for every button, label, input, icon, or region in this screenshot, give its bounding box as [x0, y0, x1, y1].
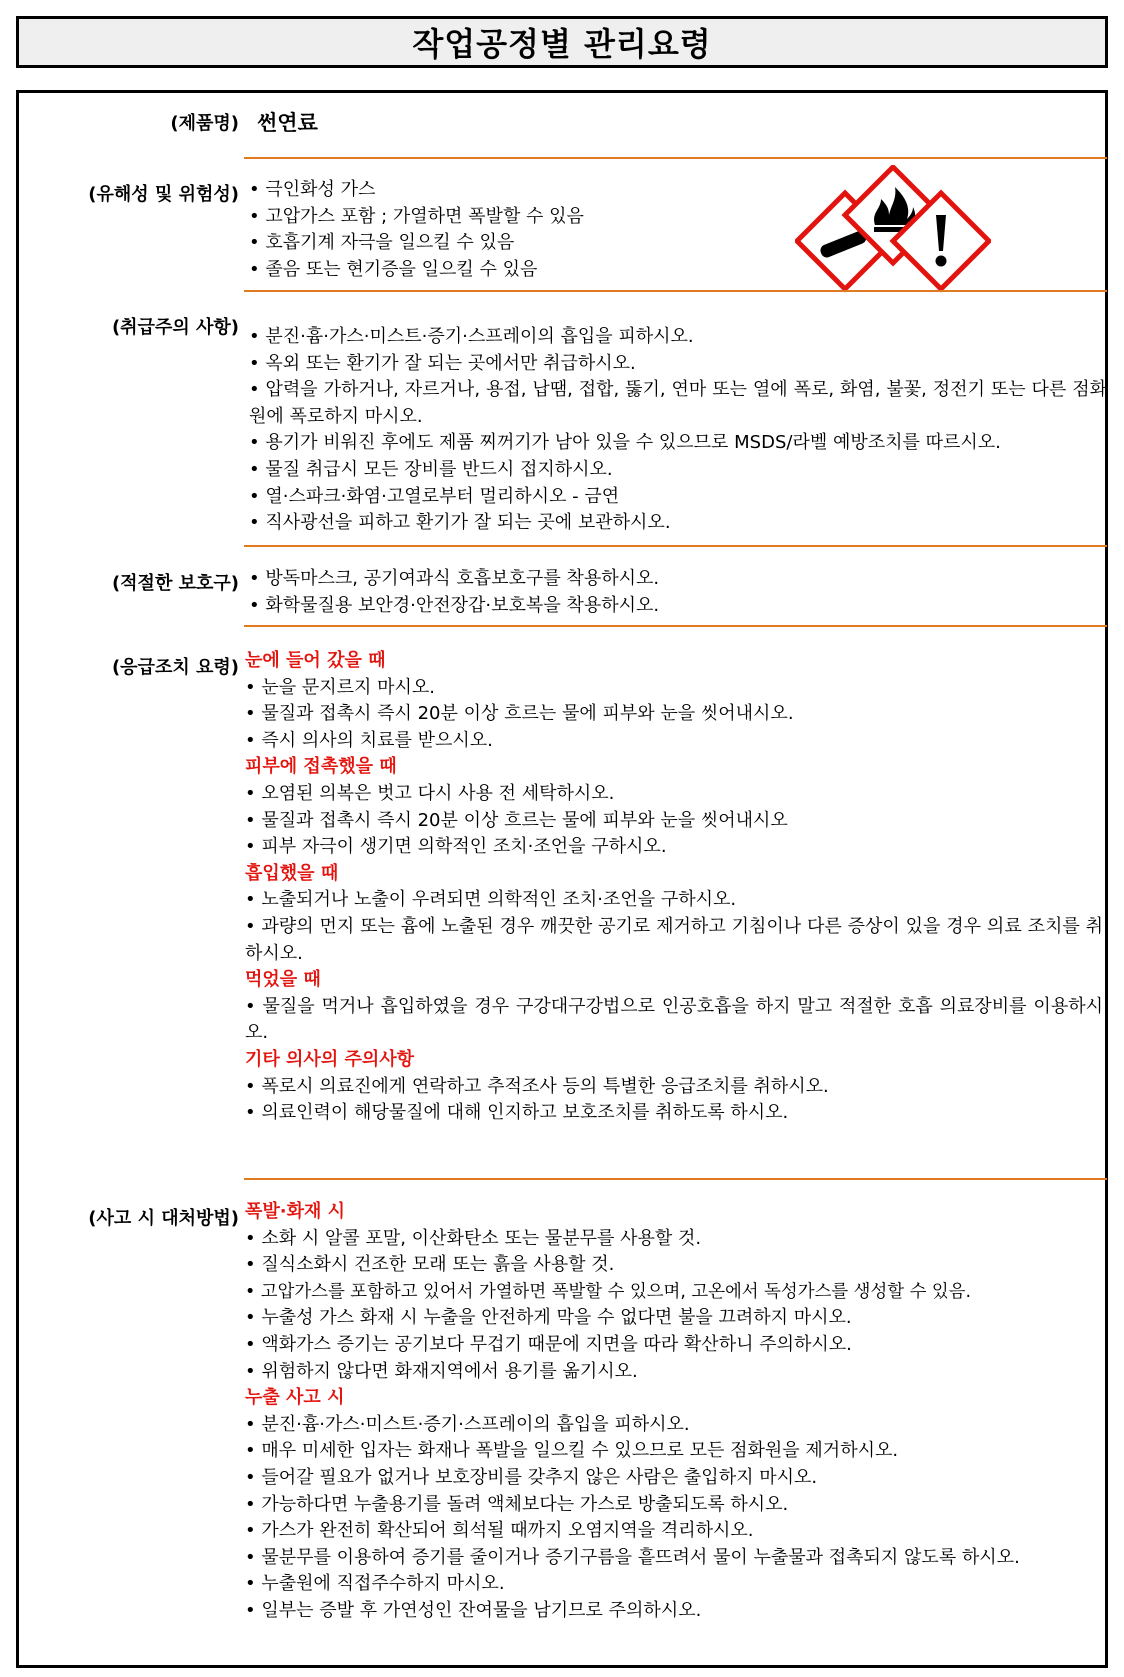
list-item: • 의료인력이 해당물질에 대해 인지하고 보호조치를 취하도록 하시오. — [245, 1102, 789, 1124]
subsection-heading: 흡입했을 때 — [245, 862, 339, 884]
subsection-heading: 눈에 들어 갔을 때 — [245, 650, 386, 671]
list-item: • 오염된 의복은 벗고 다시 사용 전 세탁하시오. — [245, 782, 615, 804]
product-label: (제품명) — [170, 113, 239, 134]
subsection-heading: 피부에 접촉했을 때 — [245, 756, 397, 778]
precautions-label: (취급주의 사항) — [111, 317, 239, 338]
list-item: • 호흡기계 자극을 일으킬 수 있음 — [249, 232, 515, 254]
list-item: • 누출성 가스 화재 시 누출을 안전하게 막을 수 없다면 불을 끄려하지 마시오. — [245, 1307, 852, 1329]
page-title: 작업공정별 관리요령 — [16, 16, 1108, 68]
list-item: • 매우 미세한 입자는 화재나 폭발을 일으킬 수 있으므로 모든 점화원을 제거하시오. — [245, 1440, 899, 1462]
separator — [244, 290, 1107, 292]
product-name: 썬연료 — [257, 111, 318, 135]
msds-panel — [16, 90, 1108, 1668]
list-item: • 질식소화시 건조한 모래 또는 흙을 사용할 것. — [245, 1254, 615, 1276]
list-item: • 물질과 접촉시 즉시 20분 이상 흐르는 물에 피부와 눈을 씻어내시오 — [245, 809, 788, 831]
precautions-list — [249, 324, 1107, 537]
list-item: • 가스가 완전히 확산되어 희석될 때까지 오염지역을 격리하시오. — [245, 1520, 754, 1542]
list-item: • 직사광선을 피하고 환기가 잘 되는 곳에 보관하시오. — [249, 512, 671, 534]
list-item: • 극인화성 가스 — [249, 179, 376, 200]
list-item: • 용기가 비워진 후에도 제품 찌꺼기가 남아 있을 수 있으므로 MSDS/라벨 예방조치를 따르시오. — [249, 432, 1001, 454]
separator — [244, 545, 1107, 547]
list-item: • 방독마스크, 공기여과식 호흡보호구를 착용하시오. — [249, 568, 660, 589]
list-item: • 물질과 접촉시 즉시 20분 이상 흐르는 물에 피부와 눈을 씻어내시오. — [245, 703, 794, 725]
list-item: • 고압가스를 포함하고 있어서 가열하면 폭발할 수 있으며, 고온에서 독성가스를 생성할 수 있음. — [245, 1281, 972, 1302]
list-item: • 즉시 의사의 치료를 받으시오. — [245, 729, 493, 751]
protection-list — [249, 566, 1107, 619]
list-item: • 옥외 또는 환기가 잘 되는 곳에서만 취급하시오. — [249, 352, 636, 374]
list-item: • 가능하다면 누출용기를 돌려 액체보다는 가스로 방출되도록 하시오. — [245, 1493, 789, 1515]
subsection-heading: 폭발·화재 시 — [245, 1201, 346, 1222]
subsection-heading: 먹었을 때 — [245, 969, 321, 991]
list-item: • 소화 시 알콜 포말, 이산화탄소 또는 물분무를 사용할 것. — [245, 1227, 702, 1249]
list-item: • 과량의 먼지 또는 흄에 노출된 경우 깨끗한 공기로 제거하고 기침이나 다른 증상이 있을 경우 의료 조치를 취하시오. — [245, 915, 1103, 964]
list-item: • 물질 취급시 모든 장비를 반드시 접지하시오. — [249, 458, 613, 480]
list-item: • 폭로시 의료진에게 연락하고 추적조사 등의 특별한 응급조치를 취하시오. — [245, 1075, 829, 1097]
list-item: • 일부는 증발 후 가연성인 잔여물을 남기므로 주의하시오. — [245, 1599, 702, 1621]
list-item: • 물분무를 이용하여 증기를 줄이거나 증기구름을 흩뜨려서 물이 누출물과 접촉되지 않도록 하시오. — [245, 1546, 1020, 1568]
hazard-label: (유해성 및 위험성) — [88, 184, 239, 205]
separator — [244, 1178, 1107, 1180]
list-item: • 열·스파크·화염·고열로부터 멀리하시오 - 금연 — [249, 485, 620, 507]
list-item: • 들어갈 필요가 없거나 보호장비를 갖추지 않은 사람은 출입하지 마시오. — [245, 1466, 818, 1488]
list-item: • 액화가스 증기는 공기보다 무겁기 때문에 지면을 따라 확산하니 주의하시오. — [245, 1333, 852, 1355]
first-aid-list — [245, 648, 1103, 1127]
list-item: • 고압가스 포함 ; 가열하면 폭발할 수 있음 — [249, 205, 584, 227]
list-item: • 화학물질용 보안경·안전장갑·보호복을 착용하시오. — [249, 594, 660, 616]
list-item: • 누출원에 직접주수하지 마시오. — [245, 1573, 505, 1595]
subsection-heading: 기타 의사의 주의사항 — [245, 1048, 415, 1070]
subsection-heading: 누출 사고 시 — [245, 1387, 345, 1409]
separator — [244, 157, 1107, 159]
list-item: • 분진·흄·가스·미스트·증기·스프레이의 흡입을 피하시오. — [249, 326, 694, 347]
list-item: • 압력을 가하거나, 자르거나, 용접, 납땜, 접합, 뚫기, 연마 또는 열에 폭로, 화염, 불꽃, 정전기 또는 다른 점화원에 폭로하지 마시오. — [249, 379, 1107, 427]
protection-label: (적절한 보호구) — [111, 573, 239, 594]
list-item: • 위험하지 않다면 화재지역에서 용기를 옮기시오. — [245, 1360, 638, 1382]
accident-list — [245, 1199, 1103, 1625]
separator — [244, 625, 1107, 627]
ghs-pictograms — [795, 165, 991, 305]
list-item: • 눈을 문지르지 마시오. — [245, 676, 435, 698]
list-item: • 피부 자극이 생기면 의학적인 조치·조언을 구하시오. — [245, 836, 667, 858]
list-item: • 물질을 먹거나 흡입하였을 경우 구강대구강법으로 인공호흡을 하지 말고 적절한 호흡 의료장비를 이용하시오. — [245, 995, 1103, 1044]
list-item: • 졸음 또는 현기증을 일으킬 수 있음 — [249, 258, 538, 280]
first-aid-label: (응급조치 요령) — [111, 657, 239, 678]
accident-label: (사고 시 대처방법) — [88, 1208, 239, 1229]
list-item: • 분진·흄·가스·미스트·증기·스프레이의 흡입을 피하시오. — [245, 1413, 690, 1435]
list-item: • 노출되거나 노출이 우려되면 의학적인 조치·조언을 구하시오. — [245, 889, 737, 911]
